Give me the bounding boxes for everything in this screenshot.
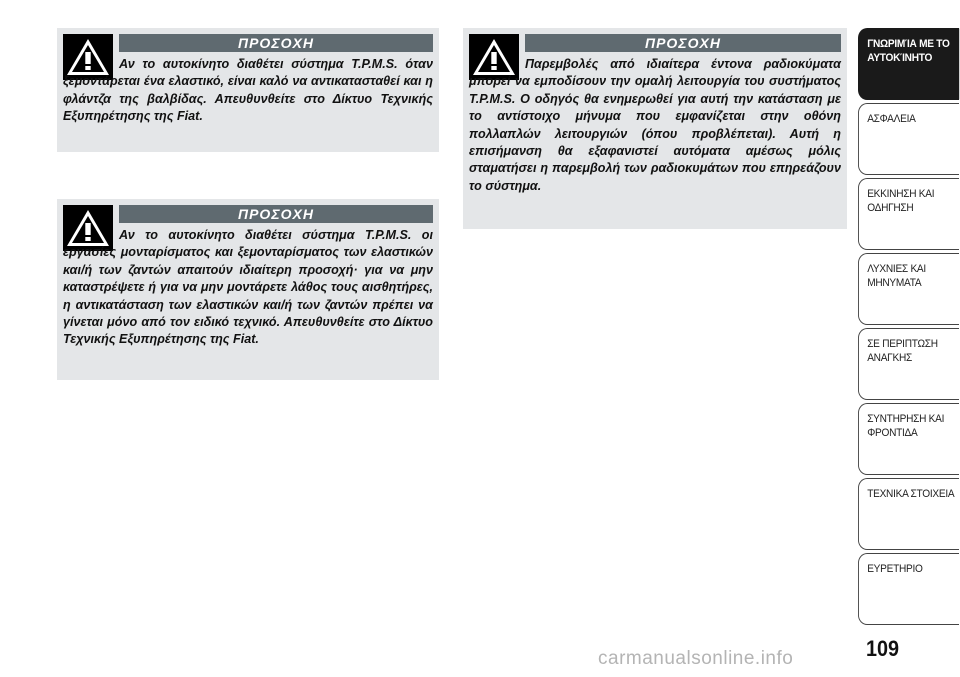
tab-label: ΛΥΧΝΙΕΣ ΚΑΙ (867, 263, 926, 275)
warning-text: Παρεμβολές από ιδιαίτερα έντονα ραδιοκύματα μπορεί να εμποδίσουν την ομαλή λειτουργία του συστήματος T.P.M.S. Ο οδηγός θα ενημερωθεί για αυτή την κατάσταση με το αντίστοιχο μήνυμα που εμφανίζεται στην οθόνη πολλαπλών λειτουργιών (όπου προβλέπεται). Αυτή η επισήμανση θα εξαφανιστεί αυτόματα αμέσως μόλις σταματήσει η παρεμβολή των ραδιοκυμάτων που επηρεάζουν το σύστημα. (469, 57, 841, 193)
warning-text: Αν το αυτοκίνητο διαθέτει σύστημα T.P.M.S. όταν ξεμοντάρεται ένα ελαστικό, είναι καλό να αντικατασταθεί και η φλάντζα της βαλβίδας. Απευθυνθείτε στο Δίκτυο Τεχνικής Εξυπηρέτησης της Fiat. (63, 57, 433, 124)
caution-heading: ΠΡΟΣΟΧΗ (119, 205, 433, 223)
tab-label: ΓΝΩΡΙΜΊΑ ΜΕ ΤΟ (867, 38, 950, 50)
tab-label: ΑΣΦΑΛΕΙΑ (867, 113, 916, 125)
warning-box-tyre-mounting (57, 199, 439, 380)
tab-safety[interactable] (858, 103, 959, 175)
tab-index[interactable] (858, 553, 959, 625)
tab-getting-to-know-car[interactable] (858, 28, 959, 100)
tab-label: ΜΗΝΥΜΑΤΑ (867, 277, 922, 289)
tab-label: ΤΕΧΝΙΚΑ ΣΤΟΙΧΕΙΑ (867, 488, 955, 500)
caution-heading: ΠΡΟΣΟΧΗ (525, 34, 841, 52)
watermark: carmanualsonline.info (598, 648, 794, 669)
tab-label: ΕΥΡΕΤΗΡΙΟ (867, 563, 923, 575)
tab-label: ΦΡΟΝΤΙΔΑ (867, 427, 918, 439)
chapter-tabs (858, 28, 960, 628)
tab-label: ΕΚΚΙΝΗΣΗ ΚΑΙ (867, 188, 935, 200)
tab-technical-specifications[interactable] (858, 478, 959, 550)
tab-label: ΣΕ ΠΕΡΙΠΤΩΣΗ (867, 338, 938, 350)
tab-warning-lights-messages[interactable] (858, 253, 959, 325)
page-number: 109 (866, 636, 900, 661)
tab-emergency[interactable] (858, 328, 959, 400)
tab-label: ΑΝΑΓΚΗΣ (867, 352, 912, 364)
tab-starting-driving[interactable] (858, 178, 959, 250)
tab-label: ΣΥΝΤΗΡΗΣΗ ΚΑΙ (867, 413, 945, 425)
caution-heading: ΠΡΟΣΟΧΗ (119, 34, 433, 52)
tab-label: ΟΔΗΓΗΣΗ (867, 202, 914, 214)
warning-text: Αν το αυτοκίνητο διαθέτει σύστημα T.P.M.S. οι εργασίες μονταρίσματος και ξεμονταρίσματος των ελαστικών και/ή των ζαντών απαιτούν ιδιαίτερη προσοχή· για να μην καταστρέψετε ή για να μην μοντάρετε λάθος τους αισθητήρες, η αντικατάσταση των ελαστικών και/ή των ζαντών πρέπει να γίνεται μόνο από τον ειδικό τεχνικό. Απευθυνθείτε στο Δίκτυο Τεχνικής Εξυπηρέτησης της Fiat. (63, 228, 433, 347)
warning-box-radio-interference (463, 28, 847, 229)
tab-label: ΑΥΤΟΚΊΝΗΤΟ (867, 52, 933, 64)
tab-maintenance-care[interactable] (858, 403, 959, 475)
warning-box-tyre-valve (57, 28, 439, 152)
